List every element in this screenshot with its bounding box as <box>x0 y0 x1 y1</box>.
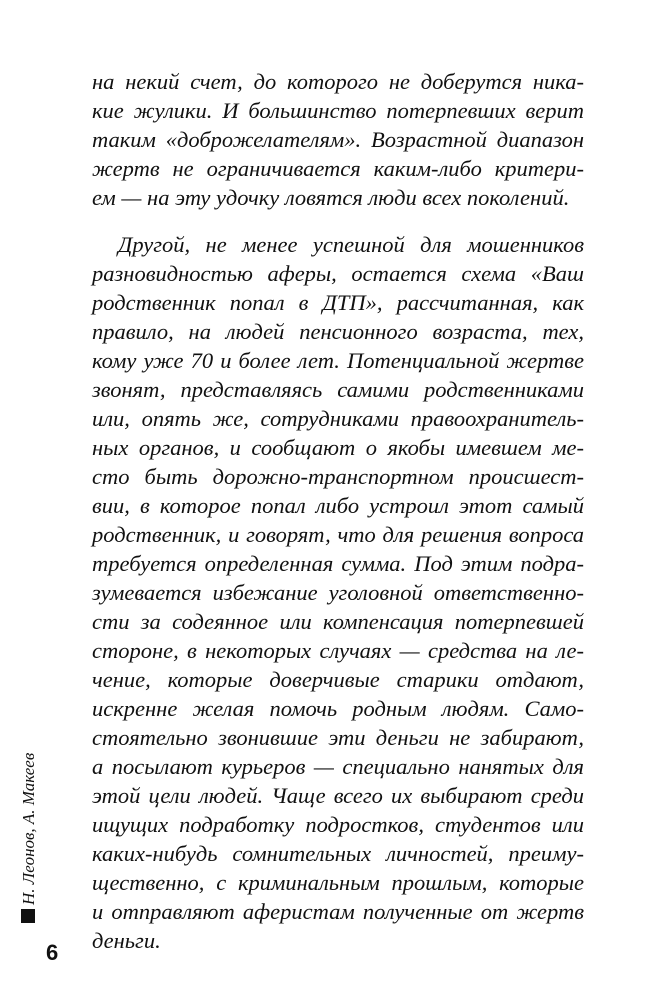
text-line: правило, на людей пенсионного возраста, тех, <box>92 319 584 344</box>
paragraph-1 <box>92 67 584 212</box>
text-line: требуется определенная сумма. Под этим подра- <box>92 551 584 576</box>
text-line: или, опять же, сотрудниками правоохранитель- <box>92 406 584 431</box>
text-line: Другой, не менее успешной для мошенников <box>118 232 584 257</box>
text-line: вии, в которое попал либо устроил этот самый <box>92 493 584 518</box>
text-line: разновидностью аферы, остается схема «Ваш <box>92 261 584 286</box>
text-line: звонят, представляясь самими родственниками <box>92 377 584 402</box>
text-line: кому уже 70 и более лет. Потенциальной жертве <box>92 348 584 373</box>
running-head-authors: Н. Леонов, А. Макеев <box>19 752 38 905</box>
text-line: кие жулики. И большинство потерпевших верит <box>92 98 584 123</box>
text-line: деньги. <box>92 928 161 953</box>
text-line: таким «доброжелателям». Возрастной диапазон <box>92 127 584 152</box>
text-line: и отправляют аферистам полученные от жертв <box>92 899 584 924</box>
text-line: а посылают курьеров — специально нанятых для <box>92 754 584 779</box>
paragraph-2 <box>92 230 584 955</box>
page-number: 6 <box>46 940 59 965</box>
text-line: родственник, и говорят, что для решения вопроса <box>92 522 584 547</box>
text-line: сти за содеянное или компенсация потерпевшей <box>92 609 584 634</box>
text-line: жертв не ограничивается каким-либо критери- <box>92 156 584 181</box>
text-line: каких-нибудь сомнительных личностей, преиму- <box>92 841 584 866</box>
text-line: зумевается избежание уголовной ответственно- <box>92 580 584 605</box>
text-line: сто быть дорожно-транспортном происшест- <box>92 464 584 489</box>
text-line: щественно, с криминальным прошлым, которые <box>92 870 584 895</box>
text-line: ищущих подработку подростков, студентов или <box>92 812 584 837</box>
text-line: ем — на эту удочку ловятся люди всех поколений. <box>92 185 570 210</box>
text-line: стороне, в некоторых случаях — средства на ле- <box>92 638 584 663</box>
text-line: стоятельно звонившие эти деньги не забирают, <box>92 725 584 750</box>
text-line: чение, которые доверчивые старики отдают, <box>92 667 584 692</box>
text-line: ных органов, и сообщают о якобы имевшем ме- <box>92 435 584 460</box>
text-line: на некий счет, до которого не доберутся ника- <box>92 69 584 94</box>
running-head-square-marker <box>21 909 35 923</box>
text-line: родственник попал в ДТП», рассчитанная, как <box>92 290 584 315</box>
text-line: искренне желая помочь родным людям. Само- <box>92 696 584 721</box>
text-line: этой цели людей. Чаще всего их выбирают среди <box>92 783 584 808</box>
